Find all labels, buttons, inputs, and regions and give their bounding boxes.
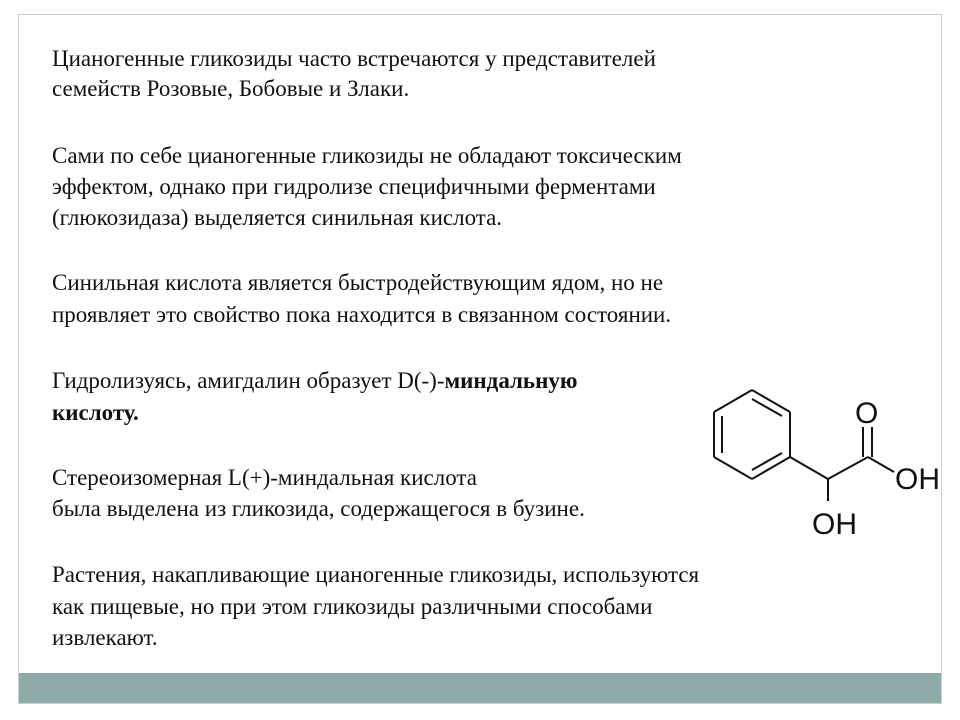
paragraph-6-line-1: Растения, накапливающие цианогенные гликозиды, используются: [52, 562, 700, 587]
paragraph-4-plain-text: Гидролизуясь, амигдалин образует D(-)-: [52, 368, 445, 393]
paragraph-1-line-2: семейств Розовые, Бобовые и Злаки.: [52, 76, 410, 101]
paragraph-2-line-2: эффектом, однако при гидролизе специфичными ферментами: [52, 174, 656, 199]
footer-bar: [19, 673, 941, 703]
paragraph-1-line-1: Цианогенные гликозиды часто встречаются у представителей: [52, 46, 656, 71]
paragraph-5-line-2: была выделена из гликозида, содержащегося в бузине.: [52, 496, 585, 521]
alpha-hydroxyl-label: OH: [812, 508, 857, 541]
carbonyl-oxygen-label: O: [855, 397, 879, 430]
paragraph-5-line-1: Стереоизомерная L(+)-миндальная кислота: [52, 465, 477, 490]
mandelic-acid-structure: [700, 385, 950, 545]
benzene-ring: [714, 390, 790, 479]
paragraph-6-line-2: как пищевые, но при этом гликозиды различными способами: [52, 594, 653, 619]
paragraph-4-line-2: [52, 398, 139, 428]
paragraph-6-line-3: извлекают.: [52, 625, 158, 650]
paragraph-4-bold-text-2: кислоту.: [52, 400, 139, 425]
paragraph-4-bold-text: миндальную: [444, 368, 578, 393]
paragraph-2-line-3: (глюкозидаза) выделяется синильная кислота.: [52, 205, 503, 230]
paragraph-3-line-1: Синильная кислота является быстродействующим ядом, но не: [52, 270, 664, 295]
paragraph-3-line-2: проявляет это свойство пока находится в связанном состоянии.: [52, 302, 672, 327]
paragraph-4-line-1: [52, 366, 577, 396]
paragraph-2-line-1: Сами по себе цианогенные гликозиды не обладают токсическим: [52, 143, 682, 168]
side-chain-bonds: [790, 427, 894, 501]
acid-hydroxyl-label: OH: [895, 463, 940, 496]
